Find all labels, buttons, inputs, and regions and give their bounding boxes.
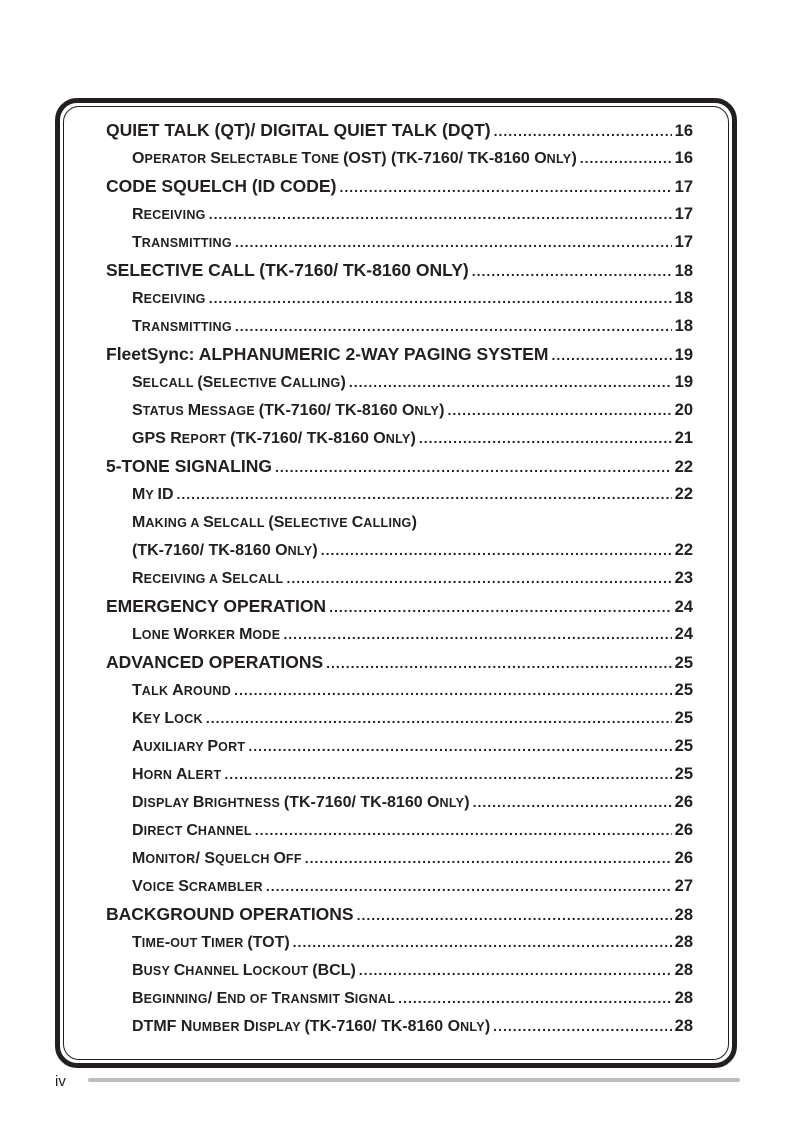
toc-page-number: 25 xyxy=(674,765,693,783)
toc-entry-title xyxy=(132,203,206,227)
toc-page-number: 25 xyxy=(674,654,693,672)
toc-title-segment: (TK-7160/ TK-8160 O xyxy=(304,1018,461,1035)
toc-title-segment: A xyxy=(176,766,188,783)
toc-entry-title xyxy=(106,118,491,142)
toc-entry-title xyxy=(132,847,302,871)
toc-title-segment: OCK xyxy=(174,712,203,726)
toc-subsection-entry[interactable] xyxy=(132,566,693,590)
footer-rule xyxy=(88,1078,740,1082)
toc-title-segment: H xyxy=(132,766,144,783)
toc-title-segment: (TK-7160/ TK-8160 O xyxy=(258,402,415,419)
toc-subsection-entry[interactable] xyxy=(132,678,693,702)
toc-entry-title xyxy=(132,623,280,647)
toc-title-segment: ELECTABLE xyxy=(220,152,302,166)
toc-title-segment: S xyxy=(132,402,143,419)
toc-title-segment: SELECTIVE CALL (TK-7160/ TK-8160 ONLY) xyxy=(106,260,469,280)
toc-dot-leader xyxy=(326,651,671,675)
toc-entry-title xyxy=(132,371,346,395)
toc-page-number: 22 xyxy=(674,485,693,503)
toc-title-segment: ORT xyxy=(218,740,246,754)
toc-subsection-entry[interactable] xyxy=(132,762,693,786)
toc-dot-leader xyxy=(321,538,672,562)
toc-title-segment: T xyxy=(132,934,142,951)
toc-title-segment: ORN xyxy=(143,768,177,782)
toc-dot-leader xyxy=(305,846,672,870)
toc-title-segment: (TK-7160/ TK-8160 O xyxy=(132,542,288,559)
toc-title-segment: UMBER xyxy=(192,1020,244,1034)
toc-title-segment: Y xyxy=(145,488,158,502)
toc-dot-leader xyxy=(235,230,672,254)
toc-title-segment: ID xyxy=(157,486,174,503)
toc-title-segment: ELCALL xyxy=(232,572,284,586)
toc-title-segment: S xyxy=(203,514,214,531)
toc-page-number: 25 xyxy=(674,737,693,755)
toc-subsection-entry[interactable] xyxy=(132,986,693,1010)
toc-title-segment: S xyxy=(344,990,355,1007)
toc-subsection-entry[interactable] xyxy=(132,622,693,646)
toc-title-segment: O xyxy=(132,150,145,167)
toc-title-segment: C xyxy=(351,514,364,531)
toc-title-segment: ONITOR xyxy=(145,852,196,866)
toc-title-segment: TATUS xyxy=(142,404,188,418)
toc-entry-title xyxy=(132,483,174,507)
toc-dot-leader xyxy=(177,482,672,506)
toc-title-segment: ALK xyxy=(141,684,173,698)
toc-title-segment: ODE xyxy=(252,628,281,642)
toc-title-segment: ) xyxy=(571,150,577,167)
toc-title-segment: D xyxy=(243,1018,256,1035)
toc-title-segment: T xyxy=(132,318,142,335)
toc-title-segment: O xyxy=(273,850,286,867)
toc-page-number: 16 xyxy=(674,122,693,140)
toc-dot-leader xyxy=(447,398,671,422)
toc-title-segment: T xyxy=(301,150,312,167)
toc-title-segment: D xyxy=(132,794,144,811)
toc-dot-leader xyxy=(357,903,672,927)
toc-title-segment: ELCALL xyxy=(213,516,269,530)
toc-page-number: 28 xyxy=(674,961,693,979)
toc-title-segment: AKING A xyxy=(145,516,204,530)
toc-title-segment: ) xyxy=(484,1018,491,1035)
toc-title-segment: CRAMBLER xyxy=(188,880,263,894)
toc-title-segment: ) xyxy=(312,542,318,559)
toc-subsection-entry[interactable] xyxy=(132,874,693,898)
toc-title-segment: ) xyxy=(464,794,470,811)
toc-title-segment: ISPLAY xyxy=(143,796,193,810)
toc-title-segment: ESSAGE xyxy=(201,404,259,418)
toc-title-segment: K xyxy=(132,710,144,727)
toc-title-segment: DTMF N xyxy=(132,1018,193,1035)
toc-entry-title xyxy=(132,539,318,563)
toc-title-segment: FleetSync: ALPHANUMERIC 2-WAY PAGING SYSTEM xyxy=(106,344,549,364)
toc-title-segment: LERT xyxy=(187,768,222,782)
toc-title-segment: S xyxy=(178,878,189,895)
toc-title-segment: ONE xyxy=(141,628,174,642)
toc-section-entry[interactable] xyxy=(106,454,693,478)
toc-entry-title xyxy=(132,147,577,171)
toc-title-segment: B xyxy=(192,794,205,811)
toc-title-segment: T xyxy=(271,990,282,1007)
toc-entry-title xyxy=(132,231,232,255)
toc-title-segment: PERATOR xyxy=(144,152,211,166)
toc-page-number: 19 xyxy=(674,373,693,391)
toc-dot-leader xyxy=(234,678,672,702)
toc-title-segment: (TK-7160/ TK-8160 O xyxy=(283,794,440,811)
toc-subsection-entry[interactable] xyxy=(132,846,693,870)
toc-subsection-entry[interactable] xyxy=(132,426,693,450)
toc-title-segment: ND OF xyxy=(227,992,272,1006)
toc-subsection-entry[interactable] xyxy=(132,370,693,394)
toc-dot-leader xyxy=(266,874,672,898)
toc-title-segment: RANSMITTING xyxy=(141,320,232,334)
toc-page-number: 25 xyxy=(674,709,693,727)
toc-title-segment: M xyxy=(132,486,146,503)
toc-entry-title xyxy=(132,707,203,731)
toc-page-number: 28 xyxy=(674,989,693,1007)
toc-title-segment: ADVANCED OPERATIONS xyxy=(106,652,324,672)
toc-subsection-entry[interactable] xyxy=(132,510,693,534)
toc-dot-leader xyxy=(329,595,672,619)
toc-title-segment: M xyxy=(132,514,146,531)
toc-title-segment: NLY xyxy=(460,1020,485,1034)
toc-title-segment: (BCL) xyxy=(312,962,356,979)
toc-subsection-entry[interactable] xyxy=(132,734,693,758)
toc-dot-leader xyxy=(493,1014,671,1038)
toc-section-entry[interactable] xyxy=(106,174,693,198)
toc-dot-leader xyxy=(275,455,672,479)
toc-dot-leader xyxy=(235,314,672,338)
toc-entry-title xyxy=(106,342,548,366)
toc-section-entry[interactable] xyxy=(106,650,693,674)
toc-section-entry[interactable] xyxy=(106,118,693,142)
toc-title-segment: ONE xyxy=(311,152,344,166)
toc-page-number: 27 xyxy=(674,877,693,895)
toc-title-segment: C xyxy=(280,374,293,391)
toc-subsection-entry[interactable] xyxy=(132,958,693,982)
toc-entry-title xyxy=(132,959,356,983)
toc-title-segment: UXILIARY xyxy=(143,740,208,754)
toc-title-segment: R xyxy=(132,570,144,587)
toc-dot-leader xyxy=(419,426,672,450)
toc-title-segment: C xyxy=(173,962,186,979)
toc-title-segment: S xyxy=(210,150,221,167)
toc-dot-leader xyxy=(359,958,672,982)
toc-title-segment: (S xyxy=(268,514,285,531)
toc-entry-title xyxy=(132,511,417,535)
toc-title-segment: ELECTIVE xyxy=(213,376,281,390)
toc-title-segment: P xyxy=(207,738,219,755)
toc-entry-title xyxy=(106,174,336,198)
toc-subsection-entry[interactable] xyxy=(132,930,693,954)
toc-title-segment: R xyxy=(132,290,144,307)
toc-dot-leader xyxy=(286,566,671,590)
toc-section-entry[interactable] xyxy=(106,902,693,926)
toc-title-segment: C xyxy=(186,822,198,839)
toc-title-segment: S xyxy=(221,570,233,587)
toc-page-number: 17 xyxy=(674,205,693,223)
toc-page-number: 26 xyxy=(674,793,693,811)
page-number: iv xyxy=(55,1073,66,1090)
toc-page-number: 24 xyxy=(674,625,693,643)
toc-page-number: 23 xyxy=(674,569,693,587)
toc-entry-title xyxy=(132,819,252,843)
toc-title-segment: V xyxy=(132,878,143,895)
toc-title-segment: (S xyxy=(197,374,214,391)
toc-title-segment: RIGHTNESS xyxy=(204,796,284,810)
toc-subsection-entry[interactable] xyxy=(132,146,693,170)
toc-page-number: 18 xyxy=(674,289,693,307)
toc-title-segment: HANNEL xyxy=(185,964,243,978)
toc-section-entry[interactable] xyxy=(106,594,693,618)
toc-dot-leader xyxy=(283,622,671,646)
toc-entry-title xyxy=(132,791,470,815)
toc-page-number: 26 xyxy=(674,821,693,839)
toc-title-segment: T xyxy=(201,934,212,951)
toc-entry-title xyxy=(132,931,290,955)
toc-title-segment: (OST) (TK-7160/ TK-8160 O xyxy=(343,150,547,167)
toc-title-segment: ) xyxy=(340,374,346,391)
toc-title-segment: ) xyxy=(439,402,445,419)
toc-entry-title xyxy=(106,902,354,926)
toc-title-segment: ROUND xyxy=(183,684,232,698)
toc-title-segment: / E xyxy=(207,990,228,1007)
toc-page-number: 22 xyxy=(674,541,693,559)
toc-dot-leader xyxy=(349,370,672,394)
toc-title-segment: M xyxy=(187,402,202,419)
toc-dot-leader xyxy=(398,986,671,1010)
toc-title-segment: NLY xyxy=(439,796,465,810)
toc-page-number: 18 xyxy=(674,317,693,335)
toc-dot-leader xyxy=(494,119,672,143)
toc-title-segment: ECEIVING xyxy=(143,208,206,222)
toc-entry-title xyxy=(106,650,323,674)
toc-title-segment: EY xyxy=(143,712,165,726)
toc-title-segment: ALLING xyxy=(292,376,341,390)
toc-title-segment: ORKER xyxy=(188,628,240,642)
toc-title-segment: USY xyxy=(143,964,174,978)
toc-entry-title xyxy=(132,735,245,759)
toc-title-segment: A xyxy=(172,682,184,699)
toc-entry-title xyxy=(132,875,263,899)
toc-dot-leader xyxy=(551,343,671,367)
toc-title-segment: IGNAL xyxy=(354,992,396,1006)
toc-dot-leader xyxy=(293,930,672,954)
toc-title-segment: OICE xyxy=(142,880,179,894)
toc-dot-leader xyxy=(224,762,671,786)
toc-subsection-entry[interactable] xyxy=(132,398,693,422)
toc-page-number: 28 xyxy=(674,906,693,924)
toc-subsection-entry[interactable] xyxy=(132,482,693,506)
toc-title-segment: OUT xyxy=(170,936,202,950)
toc-entry-title xyxy=(132,567,283,591)
toc-title-segment: HANNEL xyxy=(197,824,252,838)
toc-title-segment: EMERGENCY OPERATION xyxy=(106,596,327,616)
toc-page-number: 18 xyxy=(674,262,693,280)
toc-title-segment: BACKGROUND OPERATIONS xyxy=(106,904,354,924)
toc-entry-title xyxy=(132,287,206,311)
toc-subsection-entry[interactable] xyxy=(132,706,693,730)
toc-section-entry[interactable] xyxy=(106,342,693,366)
toc-title-segment: IMER xyxy=(211,936,248,950)
toc-title-segment: R xyxy=(132,206,144,223)
toc-title-segment: QUELCH xyxy=(215,852,274,866)
toc-title-segment: T xyxy=(132,682,142,699)
toc-title-segment: M xyxy=(239,626,253,643)
toc-title-segment: 5-TONE SIGNALING xyxy=(106,456,272,476)
toc-entry-title xyxy=(132,679,231,703)
toc-section-entry[interactable] xyxy=(106,258,693,282)
toc-dot-leader xyxy=(472,259,672,283)
toc-dot-leader xyxy=(248,734,671,758)
toc-title-segment: NLY xyxy=(287,544,313,558)
toc-title-segment: FF xyxy=(285,852,302,866)
toc-page-number: 21 xyxy=(674,429,693,447)
toc-page-number: 19 xyxy=(674,346,693,364)
toc-page-number: 26 xyxy=(674,849,693,867)
toc-page-number: 28 xyxy=(674,933,693,951)
toc-entry-title xyxy=(132,399,444,423)
toc-title-segment: B xyxy=(132,990,144,1007)
toc-title-segment: ELECTIVE xyxy=(284,516,352,530)
toc-title-segment: B xyxy=(132,962,144,979)
toc-subsection-entry[interactable] xyxy=(132,202,693,226)
toc-title-segment: NLY xyxy=(546,152,572,166)
toc-title-segment: D xyxy=(132,822,144,839)
toc-title-segment: M xyxy=(132,850,146,867)
toc-title-segment: NLY xyxy=(385,432,411,446)
toc-title-segment: CODE SQUELCH (ID CODE) xyxy=(106,176,337,196)
toc-title-segment: ) xyxy=(410,430,416,447)
toc-entry-title xyxy=(132,987,395,1011)
toc-title-segment: RANSMITTING xyxy=(141,236,232,250)
toc-entry-title xyxy=(132,427,416,451)
toc-subsection-entry[interactable] xyxy=(132,790,693,814)
toc-title-segment: T xyxy=(132,234,142,251)
toc-subsection-entry[interactable] xyxy=(132,1014,693,1038)
toc-subsection-entry[interactable] xyxy=(132,314,693,338)
toc-title-segment: NLY xyxy=(414,404,440,418)
toc-title-segment: EGINNING xyxy=(143,992,208,1006)
toc-title-segment: / S xyxy=(195,850,216,867)
toc-title-segment: ) xyxy=(411,514,417,531)
toc-entry-title xyxy=(106,258,469,282)
toc-entry-title xyxy=(106,594,326,618)
toc-title-segment: A xyxy=(132,738,144,755)
toc-title-segment: IME xyxy=(141,936,165,950)
toc-title-segment: (TK-7160/ TK-8160 O xyxy=(230,430,386,447)
toc-page-number: 22 xyxy=(674,458,693,476)
toc-dot-leader xyxy=(206,706,672,730)
toc-title-segment: ALLING xyxy=(363,516,412,530)
toc-title-segment: ECEIVING xyxy=(143,292,206,306)
toc-title-segment: L xyxy=(242,962,253,979)
toc-title-segment: OCKOUT xyxy=(252,964,313,978)
toc-title-segment: IRECT xyxy=(143,824,187,838)
toc-entry-title xyxy=(106,454,272,478)
toc-title-segment: L xyxy=(164,710,175,727)
toc-subsection-entry[interactable] xyxy=(132,230,693,254)
toc-title-segment: ECEIVING A xyxy=(143,572,222,586)
toc-subsection-entry[interactable] xyxy=(132,538,693,562)
toc-entry-title xyxy=(132,315,232,339)
toc-title-segment: W xyxy=(173,626,189,643)
toc-dot-leader xyxy=(255,818,672,842)
toc-title-segment: RANSMIT xyxy=(281,992,345,1006)
toc-entry-title xyxy=(132,763,221,787)
toc-page-number: 24 xyxy=(674,598,693,616)
toc-title-segment: ISPLAY xyxy=(255,1020,305,1034)
toc-page-number: 16 xyxy=(674,149,693,167)
toc-page-number: 20 xyxy=(674,401,693,419)
toc-page-number: 25 xyxy=(674,681,693,699)
toc-page-number: 17 xyxy=(674,178,693,196)
toc-entry-title xyxy=(132,1015,490,1039)
toc-title-segment: QUIET TALK (QT)/ DIGITAL QUIET TALK (DQT) xyxy=(106,120,491,140)
toc-title-segment: L xyxy=(132,626,142,643)
toc-page-number: 28 xyxy=(674,1017,693,1035)
toc-title-segment: EPORT xyxy=(181,432,231,446)
toc-dot-leader xyxy=(339,175,671,199)
toc-dot-leader xyxy=(209,202,672,226)
toc-dot-leader xyxy=(209,286,672,310)
toc-page-number: 17 xyxy=(674,233,693,251)
toc-dot-leader xyxy=(580,146,672,170)
toc-subsection-entry[interactable] xyxy=(132,286,693,310)
toc-title-segment: GPS R xyxy=(132,430,182,447)
toc-title-segment: (TOT) xyxy=(247,934,290,951)
toc-subsection-entry[interactable] xyxy=(132,818,693,842)
toc-title-segment: ELCALL xyxy=(142,376,198,390)
toc-title-segment: S xyxy=(132,374,143,391)
toc-title-segment: - xyxy=(164,934,171,951)
toc-dot-leader xyxy=(473,790,672,814)
